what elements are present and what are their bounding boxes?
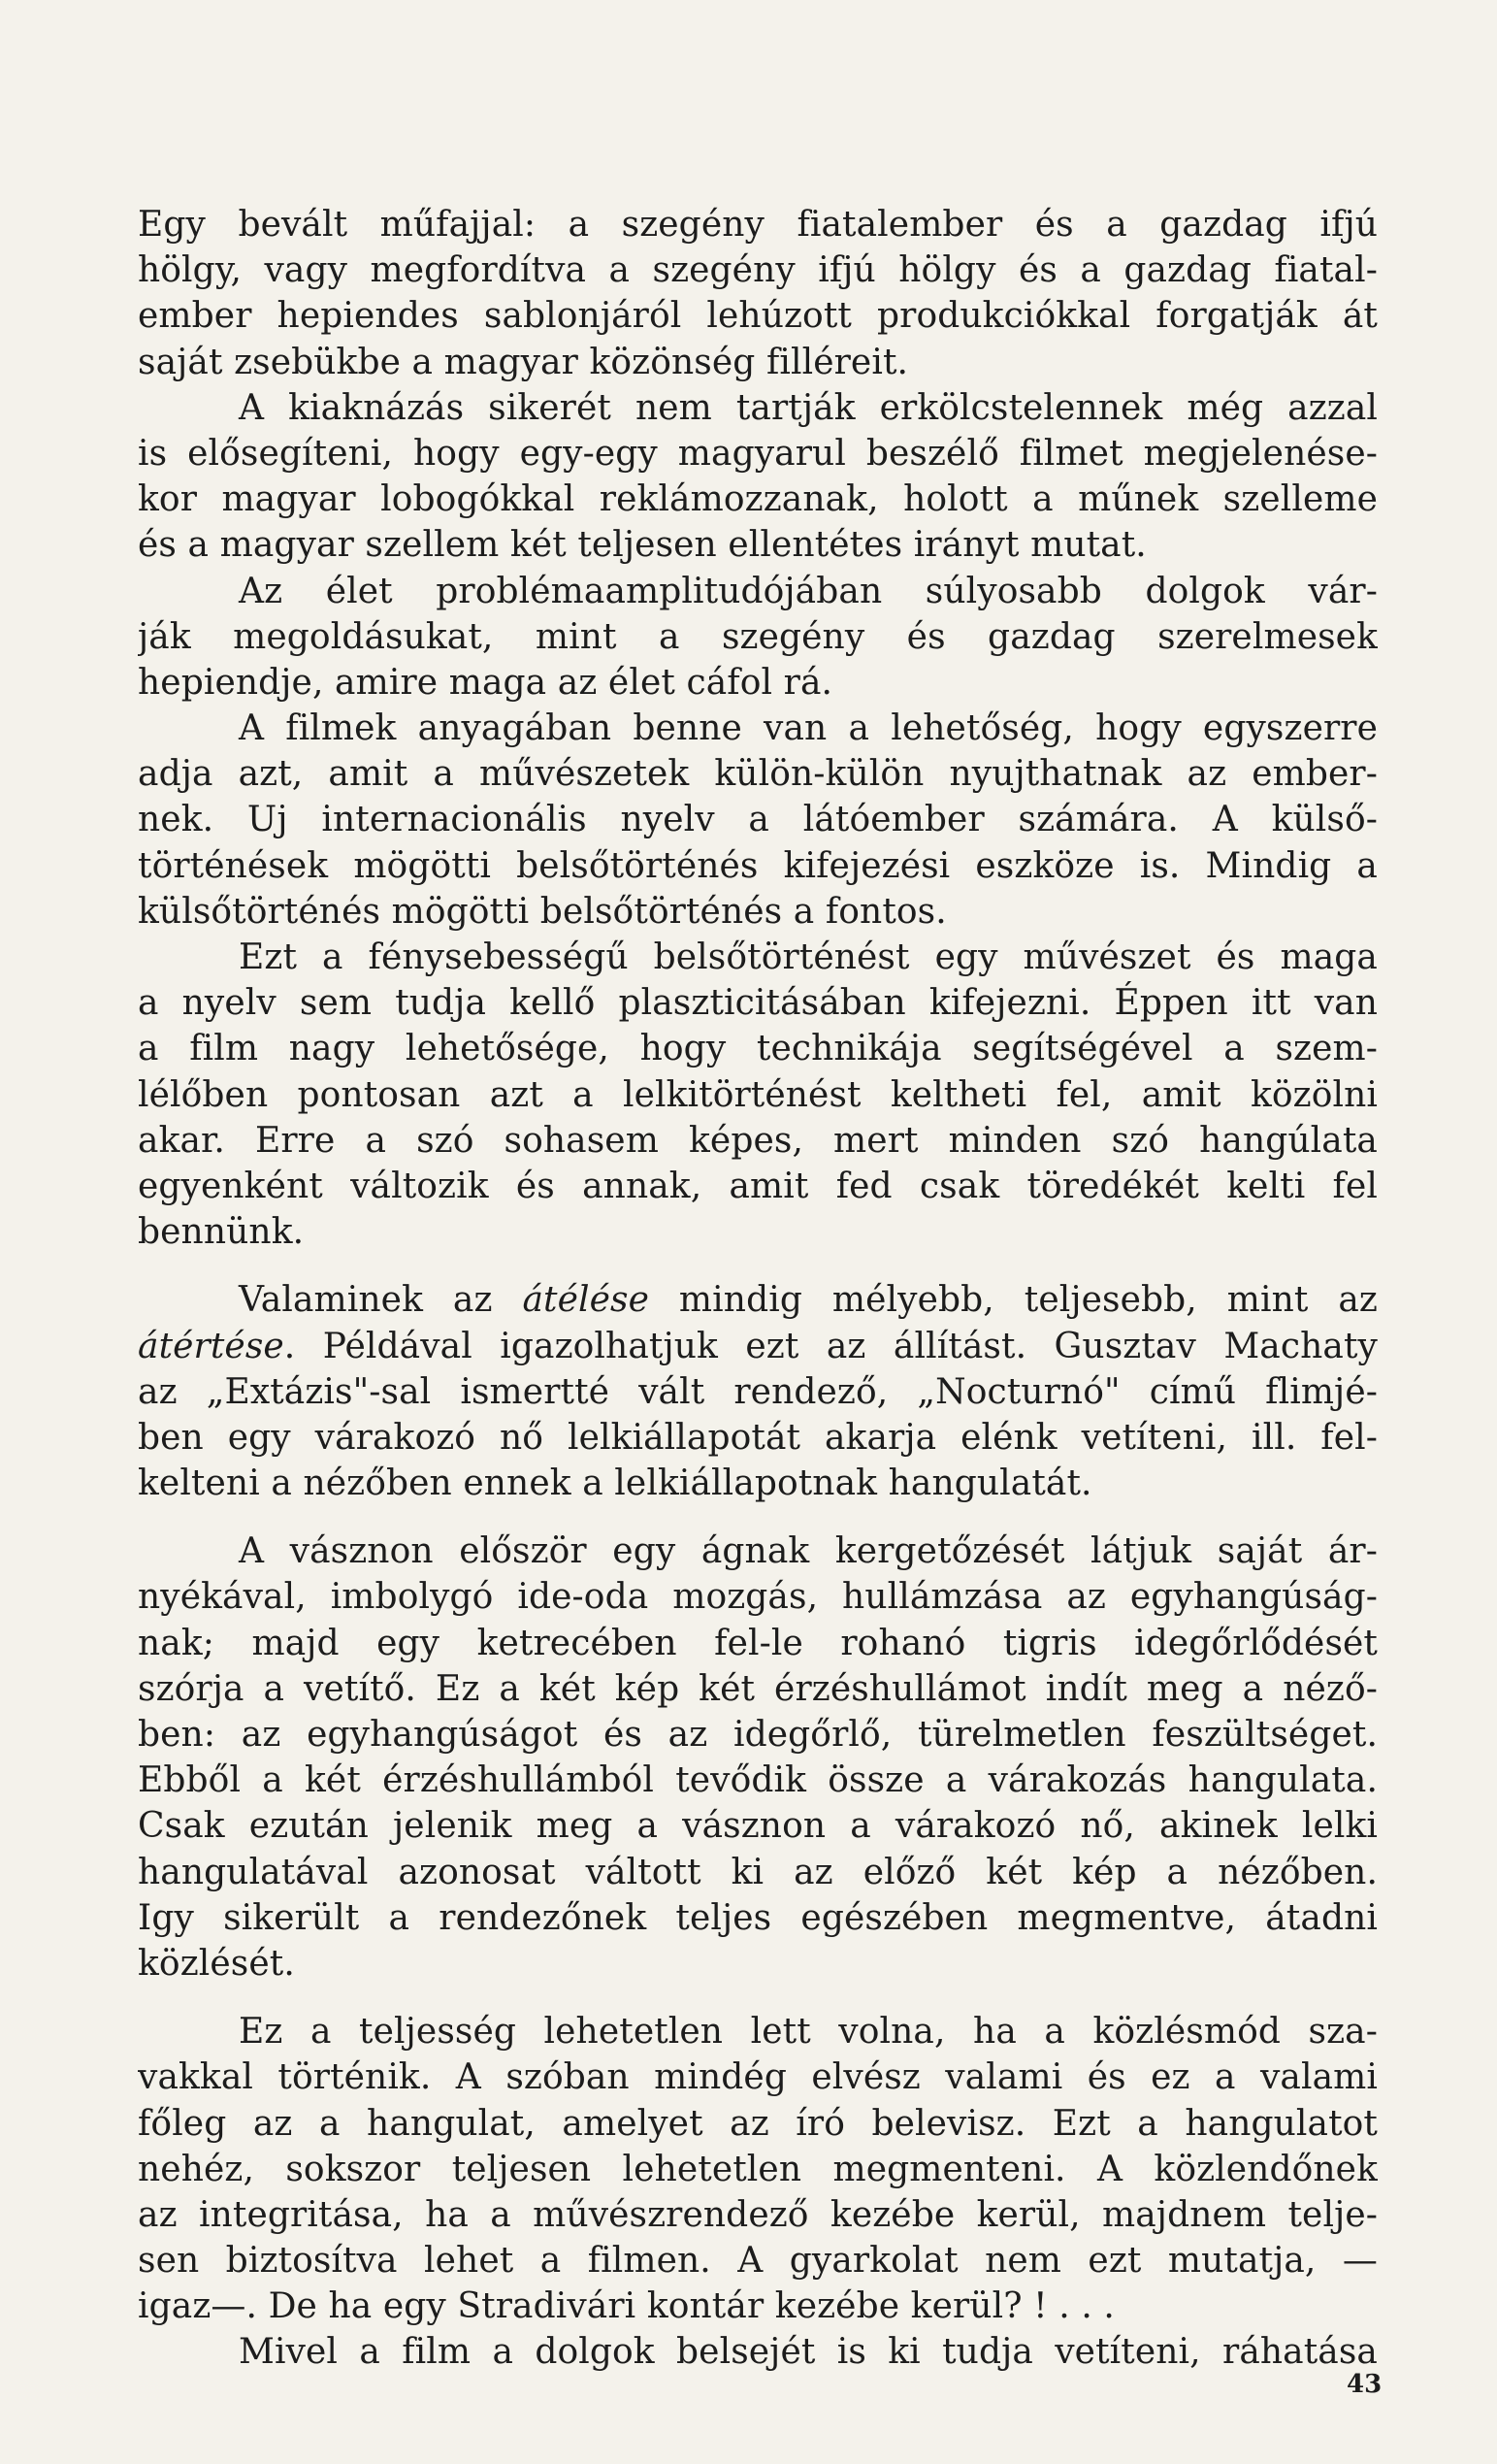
text-line: hölgy, vagy megfordítva a szegény ifjú hölgy és a gazdag fiatal- [138, 250, 1378, 291]
text-line: ben egy várakozó nő lelkiállapotát akarja elénk vetíteni, ill. fel- [138, 1417, 1378, 1458]
text-line: és a magyar szellem két teljesen ellentétes irányt mutat. [138, 525, 1147, 566]
text-line: A filmek anyagában benne van a lehetőség, hogy egyszerre [239, 708, 1378, 749]
text-line: Igy sikerült a rendezőnek teljes egészében megmentve, átadni [138, 1897, 1378, 1938]
text-line: nyékával, imbolygó ide-oda mozgás, hullámzása az egyhangúság- [138, 1577, 1378, 1618]
text-line: Egy bevált műfajjal: a szegény fiatalember és a gazdag ifjú [138, 205, 1378, 245]
paragraph-gap [138, 1255, 1378, 1277]
paragraph-gap [138, 1987, 1378, 2009]
page-number: 43 [1347, 2370, 1383, 2399]
text-line: történések mögötti belsőtörténés kifejezési eszköze is. Mindig a [138, 845, 1378, 886]
italic-word: átélése [522, 1280, 650, 1321]
text-line: saját zsebükbe a magyar közönség filléreit. [138, 342, 909, 382]
text-line: Ebből a két érzéshullámból tevődik össze a várakozás hangulata. [138, 1760, 1378, 1801]
text-line: nek. Uj internacionális nyelv a látóember számára. A külső- [138, 800, 1378, 840]
text-line: igaz—. De ha egy Stradivári kontár kezébe kerül? ! . . . [138, 2286, 1115, 2327]
text-line: A vásznon először egy ágnak kergetőzését látjuk saját ár- [239, 1531, 1378, 1572]
text-line: közlését. [138, 1943, 295, 1984]
text-line: külsőtörténés mögötti belsőtörténés a fontos. [138, 891, 947, 932]
text-line: nehéz, sokszor teljesen lehetetlen megmenteni. A közlendőnek [138, 2149, 1378, 2189]
text-line: szórja a vetítő. Ez a két kép két érzéshullámot indít meg a néző- [138, 1668, 1378, 1709]
text-line: akar. Erre a szó sohasem képes, mert minden szó hangúlata [138, 1120, 1378, 1161]
italic-word: átértése [138, 1326, 284, 1366]
paragraph-gap [138, 1506, 1378, 1528]
body-text [138, 202, 1378, 2376]
text-line: az integritása, ha a művészrendező kezébe kerül, majdnem telje- [138, 2194, 1378, 2235]
text-line: Csak ezután jelenik meg a vásznon a várakozó nő, akinek lelki [138, 1806, 1378, 1847]
text-line: ben: az egyhangúságot és az idegőrlő, türelmetlen feszültséget. [138, 1715, 1378, 1755]
text-line: adja azt, amit a művészetek külön-külön nyujthatnak az ember- [138, 754, 1378, 795]
text-line: kelteni a nézőben ennek a lelkiállapotnak hangulatát. [138, 1463, 1092, 1504]
text-line-italic-1: Valaminek az átélése mindig mélyebb, teljesebb, mint az [239, 1280, 1378, 1321]
text-line: egyenként változik és annak, amit fed csak töredékét kelti fel [138, 1166, 1378, 1206]
text-line: az „Extázis"-sal ismertté vált rendező, „Nocturnó" című flimjé- [138, 1371, 1378, 1412]
text-line: ember hepiendes sablonjáról lehúzott produkciókkal forgatják át [138, 296, 1378, 337]
text-line: főleg az a hangulat, amelyet az író belevisz. Ezt a hangulatot [138, 2103, 1378, 2144]
text-line: sen biztosítva lehet a filmen. A gyarkolat nem ezt mutatja, — [138, 2241, 1378, 2282]
text-line: Ez a teljesség lehetetlen lett volna, ha a közlésmód sza- [239, 2012, 1378, 2053]
text-line: lélőben pontosan azt a lelkitörténést keltheti fel, amit közölni [138, 1074, 1378, 1115]
text-line: Ezt a fénysebességű belsőtörténést egy művészet és maga [239, 937, 1378, 977]
text-line: nak; majd egy ketrecében fel-le rohanó tigris idegőrlődését [138, 1623, 1378, 1663]
text-line: hepiendje, amire maga az élet cáfol rá. [138, 662, 833, 703]
text-line: A kiaknázás sikerét nem tartják erkölcstelennek még azzal [239, 387, 1378, 428]
text-line: vakkal történik. A szóban mindég elvész valami és ez a valami [138, 2057, 1378, 2098]
text-line: is elősegíteni, hogy egy-egy magyarul beszélő filmet megjelenése- [138, 433, 1378, 474]
text-line: a nyelv sem tudja kellő plaszticitásában kifejezni. Éppen itt van [138, 983, 1378, 1024]
text-line: hangulatával azonosat váltott ki az előző két kép a nézőben. [138, 1852, 1378, 1892]
text-line: a film nagy lehetősége, hogy technikája segítségével a szem- [138, 1029, 1378, 1069]
text-line: ják megoldásukat, mint a szegény és gazdag szerelmesek [138, 616, 1378, 657]
text-line: Mivel a film a dolgok belsejét is ki tudja vetíteni, ráhatása [239, 2332, 1378, 2373]
text-line-italic-2: átértése. Példával igazolhatjuk ezt az állítást. Gusztav Machaty [138, 1326, 1378, 1366]
text-line: Az élet problémaamplitudójában súlyosabb dolgok vár- [239, 571, 1378, 611]
text-line: bennünk. [138, 1212, 305, 1253]
text-line: kor magyar lobogókkal reklámozzanak, holott a műnek szelleme [138, 479, 1378, 520]
